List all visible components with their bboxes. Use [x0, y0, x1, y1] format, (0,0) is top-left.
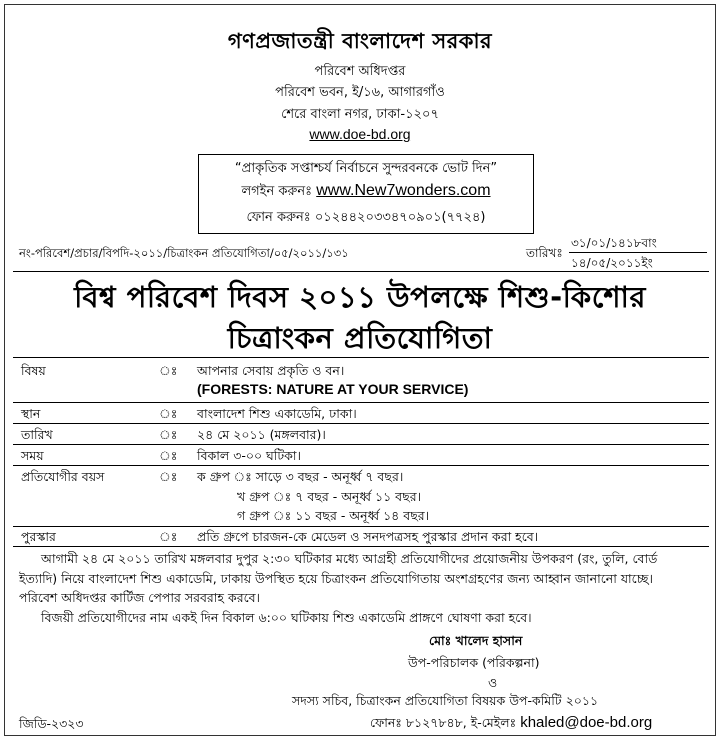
memo-date-bangla: ৩১/০১/১৪১৮বাং	[571, 236, 657, 250]
row-divider	[13, 526, 709, 527]
address-building: পরিবেশ ভবন, ই/১৬, আগারগাঁও	[275, 85, 445, 100]
signatory-conjunction: ও	[488, 675, 498, 690]
notice-title-line1: বিশ্ব পরিবেশ দিবস ২০১১ উপলক্ষে শিশু-কিশোর	[74, 280, 646, 314]
gd-number: জিডি-২৩২৩	[19, 716, 84, 731]
age-group-ka: ক গ্রুপ ঃ সাড়ে ৩ বছর - অনূর্ধ্ব ৭ বছর।	[197, 469, 404, 484]
government-title: গণপ্রজাতন্ত্রী বাংলাদেশ সরকার	[227, 29, 493, 53]
venue-value: বাংলাদেশ শিশু একাডেমি, ঢাকা।	[197, 406, 357, 421]
divider-top	[13, 271, 709, 272]
advertisement-notice	[4, 4, 716, 736]
age-colon: ঃ	[159, 469, 178, 484]
venue-colon: ঃ	[159, 406, 178, 421]
instructions-line3: পরিবেশ অধিদপ্তর কার্টিজ পেপার সরবরাহ করবে।	[19, 590, 261, 605]
prize-label: পুরস্কার	[21, 529, 56, 544]
memo-date-label: তারিখঃ	[526, 246, 563, 260]
age-label: প্রতিযোগীর বয়স	[21, 469, 105, 484]
row-divider	[13, 465, 709, 466]
login-label: লগইন করুনঃ	[241, 184, 313, 199]
contact-phone: ফোনঃ ৮১২৭৮৪৮, ই-মেইলঃ	[370, 715, 517, 730]
memo-date-english: ১৪/০৫/২০১১ইং	[571, 256, 653, 270]
time-label: সময়	[21, 448, 44, 463]
new7wonders-link[interactable]: www.New7wonders.com	[316, 182, 491, 199]
address-city: শেরে বাংলা নগর, ঢাকা-১২০৭	[281, 107, 439, 122]
campaign-slogan: “প্রাকৃতিক সপ্তাশ্চর্য নির্বাচনে সুন্দরবনকে ভোট দিন”	[234, 161, 498, 176]
email-link[interactable]: khaled@doe-bd.org	[520, 714, 653, 731]
signatory-contact	[370, 714, 652, 735]
subject-colon: ঃ	[159, 363, 178, 378]
prize-value: প্রতি গ্রুপে চারজন-কে মেডেল ও সনদপত্রসহ পুরস্কার প্রদান করা হবে।	[197, 529, 539, 544]
signatory-name: মোঃ খালেদ হাসান	[429, 633, 523, 648]
date-row-label: তারিখ	[21, 427, 53, 442]
age-group-ga: গ গ্রুপ ঃ ১১ বছর - অনূর্ধ্ব ১৪ বছর।	[237, 508, 430, 523]
row-divider	[13, 423, 709, 424]
prize-colon: ঃ	[159, 529, 178, 544]
date-row-value: ২৪ মে ২০১১ (মঙ্গলবার)।	[197, 427, 326, 442]
notice-title-line2: চিত্রাংকন প্রতিযোগিতা	[227, 321, 493, 355]
department-name: পরিবেশ অধিদপ্তর	[314, 64, 406, 79]
campaign-phone: ফোন করুনঃ ০১২৪৪২০৩৩৪৭০৯০১(৭৭২৪)	[246, 210, 486, 225]
subject-label: বিষয়	[21, 363, 46, 378]
campaign-login	[199, 182, 533, 203]
instructions-line1: আগামী ২৪ মে ২০১১ তারিখ মঙ্গলবার দুপুর ২:৩০ ঘটিকার মধ্যে আগ্রহী প্রতিযোগীদের প্রয়োজনীয় উপকরণ (রং, তুলি, বোর্ড	[41, 551, 658, 566]
row-divider	[13, 402, 709, 403]
divider-title	[13, 357, 709, 358]
announcement-line: বিজয়ী প্রতিযোগীদের নাম একই দিন বিকাল ৬:০০ ঘটিকায় শিশু একাডেমি প্রাঙ্গণে ঘোষণা করা হবে।	[41, 610, 532, 625]
age-group-kha: খ গ্রুপ ঃ ৭ বছর - অনূর্ধ্ব ১১ বছর।	[237, 489, 422, 504]
date-row-colon: ঃ	[159, 427, 178, 442]
instructions-line2: ইত্যাদি) নিয়ে বাংলাদেশ শিশু একাডেমি, ঢাকায় উপস্থিত হয়ে চিত্রাংকন প্রতিযোগিতায় অংশগ্রহণের জন্য আহ্বান জানানো যাচ্ছে।	[19, 571, 653, 586]
subject-value: আপনার সেবায় প্রকৃতি ও বন।	[197, 363, 345, 378]
row-divider	[13, 444, 709, 445]
subject-english: (FORESTS: NATURE AT YOUR SERVICE)	[197, 381, 469, 397]
campaign-box	[198, 154, 534, 234]
time-value: বিকাল ৩-০০ ঘটিকা।	[197, 448, 302, 463]
time-colon: ঃ	[159, 448, 178, 463]
date-divider	[569, 252, 707, 253]
signatory-designation: উপ-পরিচালক (পরিকল্পনা)	[408, 655, 540, 670]
signatory-role: সদস্য সচিব, চিত্রাংকন প্রতিযোগিতা বিষয়ক উপ-কমিটি ২০১১	[292, 693, 599, 708]
website-link[interactable]: www.doe-bd.org	[309, 126, 411, 142]
row-divider	[13, 546, 709, 547]
venue-label: স্থান	[21, 406, 41, 421]
memo-reference: নং-পরিবেশ/প্রচার/বিপদি-২০১১/চিত্রাংকন প্রতিযোগিতা/০৫/২০১১/১৩১	[19, 246, 349, 260]
